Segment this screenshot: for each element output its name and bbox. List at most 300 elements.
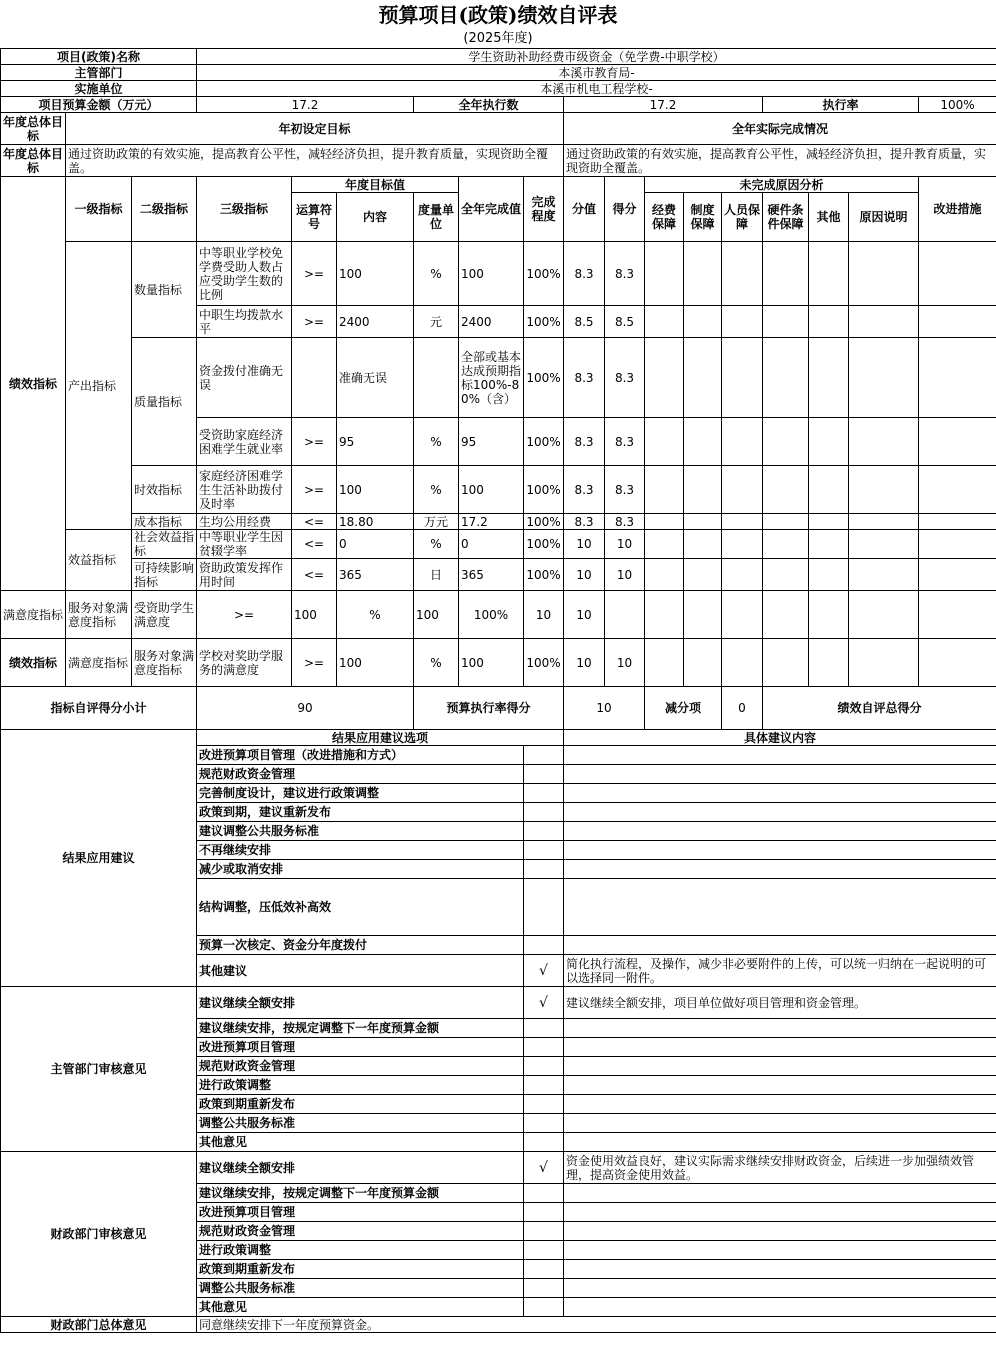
unit-cell: % <box>414 466 459 514</box>
blank-cell <box>849 514 919 530</box>
table-row <box>1 1317 996 1333</box>
score-val-cell: 10 <box>524 591 564 639</box>
blank-cell <box>722 418 763 466</box>
option-detail <box>564 860 996 879</box>
option-check <box>524 1184 564 1203</box>
blank-cell <box>763 306 809 338</box>
option-check: √ <box>524 1152 564 1184</box>
level1-cell: 产出指标 <box>66 242 132 530</box>
done-cell: 100 <box>459 242 524 306</box>
budget-value: 17.2 <box>197 97 414 113</box>
option-detail <box>564 1184 996 1203</box>
blank-cell <box>849 466 919 514</box>
actual-goal-text: 通过资助政策的有效实施，提高教育公平性，减轻经济负担，提升教育质量，实现资助全覆盖。 <box>564 145 996 177</box>
done-cell: 100 <box>414 591 459 639</box>
option-detail <box>564 1038 996 1057</box>
level1-cell: 效益指标 <box>66 530 132 591</box>
option-label: 调整公共服务标准 <box>197 1114 524 1133</box>
option-label: 改进预算项目管理 <box>197 1038 524 1057</box>
op-cell: >= <box>292 639 337 687</box>
option-check <box>524 1076 564 1095</box>
annual-exec-value: 17.2 <box>564 97 763 113</box>
option-label: 不再继续安排 <box>197 841 524 860</box>
blank-cell <box>809 306 849 338</box>
option-detail <box>564 1019 996 1038</box>
fin-overall-text: 同意继续安排下一年度预算资金。 <box>197 1317 996 1333</box>
option-check <box>524 803 564 822</box>
blank-cell <box>763 242 809 306</box>
unit-cell: % <box>414 418 459 466</box>
got-cell: 8.3 <box>605 418 645 466</box>
blank-cell <box>722 639 763 687</box>
option-label: 建议继续全额安排 <box>197 987 524 1019</box>
level3-cell: 中等职业学生因贫辍学率 <box>197 530 292 559</box>
blank-cell <box>919 242 996 306</box>
level2-cell: 数量指标 <box>132 242 197 338</box>
option-check: √ <box>524 987 564 1019</box>
content-cell: 100 <box>292 591 337 639</box>
blank-cell <box>849 418 919 466</box>
score-val-cell: 10 <box>564 559 605 591</box>
level3-cell: 中等职业学校免学费受助人数占应受助学生数的比例 <box>197 242 292 306</box>
table-row <box>1 591 996 639</box>
option-detail: 建议继续全额安排，项目单位做好项目管理和资金管理。 <box>564 987 996 1019</box>
option-label: 建议调整公共服务标准 <box>197 822 524 841</box>
unit-cell: % <box>337 591 414 639</box>
done-cell: 2400 <box>459 306 524 338</box>
cause-other-header: 其他 <box>809 193 849 242</box>
blank-cell <box>684 559 722 591</box>
blank-cell <box>809 639 849 687</box>
total-label: 绩效自评总得分 <box>763 687 996 730</box>
table-row <box>1 514 996 530</box>
level3-cell: 生均公用经费 <box>197 514 292 530</box>
option-detail <box>564 1114 996 1133</box>
option-label: 进行政策调整 <box>197 1241 524 1260</box>
level3-cell: 受资助家庭经济困难学生就业率 <box>197 418 292 466</box>
deduct-label: 减分项 <box>645 687 722 730</box>
unit-cell: 万元 <box>414 514 459 530</box>
fin-overall-label: 财政部门总体意见 <box>1 1317 197 1333</box>
done-cell: 95 <box>459 418 524 466</box>
got-cell: 8.3 <box>605 242 645 306</box>
blank-cell <box>809 514 849 530</box>
blank-cell <box>605 591 645 639</box>
degree-cell: 100% <box>524 639 564 687</box>
score-val-cell: 8.3 <box>564 338 605 418</box>
option-check <box>524 1038 564 1057</box>
blank-cell <box>809 591 849 639</box>
blank-cell <box>763 514 809 530</box>
got-cell: 10 <box>605 530 645 559</box>
level3-cell: 学校对奖助学服务的满意度 <box>197 639 292 687</box>
option-detail <box>564 841 996 860</box>
blank-cell <box>645 514 684 530</box>
option-label: 预算一次核定、资金分年度拨付 <box>197 936 524 955</box>
got-cell: 10 <box>605 559 645 591</box>
option-label: 政策到期重新发布 <box>197 1095 524 1114</box>
op-cell: >= <box>292 242 337 306</box>
option-check <box>524 1019 564 1038</box>
annual-exec-label: 全年执行数 <box>414 97 564 113</box>
table-row <box>1 466 996 514</box>
perf-label: 绩效指标 <box>1 177 66 591</box>
option-label: 完善制度设计，建议进行政策调整 <box>197 784 524 803</box>
level2-cell: 服务对象满意度指标 <box>132 639 197 687</box>
score-val-cell: 8.3 <box>564 242 605 306</box>
level3-cell: 受资助学生满意度 <box>132 591 197 639</box>
degree-cell: 100% <box>524 466 564 514</box>
got-cell: 8.5 <box>605 306 645 338</box>
dept-review-label: 主管部门审核意见 <box>1 987 197 1152</box>
degree-cell: 100% <box>524 306 564 338</box>
fin-review-label: 财政部门审核意见 <box>1 1152 197 1317</box>
cause-explain-header: 原因说明 <box>849 193 919 242</box>
got-cell: 10 <box>605 639 645 687</box>
cause-staff-header: 人员保障 <box>722 193 763 242</box>
blank-cell <box>684 338 722 418</box>
option-label: 建议继续安排，按规定调整下一年度预算金额 <box>197 1019 524 1038</box>
blank-cell <box>849 591 919 639</box>
score-val-cell: 8.3 <box>564 514 605 530</box>
blank-cell <box>919 338 996 418</box>
blank-cell <box>809 466 849 514</box>
perf2-label: 绩效指标 <box>1 639 66 687</box>
blank-cell <box>919 530 996 559</box>
option-check <box>524 1222 564 1241</box>
blank-cell <box>645 639 684 687</box>
blank-cell <box>919 418 996 466</box>
blank-cell <box>763 591 809 639</box>
option-label: 其他意见 <box>197 1298 524 1317</box>
done-val-header: 全年完成值 <box>459 177 524 242</box>
degree-cell: 100% <box>524 242 564 306</box>
option-detail <box>564 803 996 822</box>
unit-cell <box>414 338 459 418</box>
unit-header: 度量单位 <box>414 193 459 242</box>
page-title: 预算项目(政策)绩效自评表 <box>378 3 618 27</box>
table-row <box>1 987 996 1019</box>
option-label: 规范财政资金管理 <box>197 1057 524 1076</box>
op-cell: <= <box>292 530 337 559</box>
blank-cell <box>919 639 996 687</box>
blank-cell <box>645 418 684 466</box>
cause-hw-header: 硬件条件保障 <box>763 193 809 242</box>
done-cell: 全部或基本达成预期指标100%-80%（含） <box>459 338 524 418</box>
blank-cell <box>849 559 919 591</box>
option-detail <box>564 936 996 955</box>
done-cell: 100 <box>459 639 524 687</box>
result-app-label: 结果应用建议 <box>1 730 197 987</box>
blank-cell <box>919 466 996 514</box>
degree-cell: 100% <box>524 418 564 466</box>
lvl1-header: 一级指标 <box>66 177 132 242</box>
option-check <box>524 841 564 860</box>
level1-cell: 满意度指标 <box>1 591 66 639</box>
content-cell: 100 <box>337 242 414 306</box>
done-cell: 365 <box>459 559 524 591</box>
blank-cell <box>684 418 722 466</box>
blank-cell <box>763 559 809 591</box>
dept-value: 本溪市教育局- <box>197 65 996 81</box>
budget-score-label: 预算执行率得分 <box>414 687 564 730</box>
done-cell: 0 <box>459 530 524 559</box>
content-cell: 100 <box>337 466 414 514</box>
option-detail <box>564 1133 996 1152</box>
option-detail <box>564 746 996 765</box>
blank-cell <box>722 591 763 639</box>
got-cell: 8.3 <box>605 466 645 514</box>
exec-rate-value: 100% <box>919 97 996 113</box>
unit-cell: 元 <box>414 306 459 338</box>
option-label: 建议继续安排，按规定调整下一年度预算金额 <box>197 1184 524 1203</box>
got-cell: 8.3 <box>605 338 645 418</box>
content-header: 内容 <box>337 193 414 242</box>
blank-cell <box>763 418 809 466</box>
blank-cell <box>722 338 763 418</box>
option-label: 政策到期，建议重新发布 <box>197 803 524 822</box>
option-label: 减少或取消安排 <box>197 860 524 879</box>
option-label: 其他意见 <box>197 1133 524 1152</box>
option-detail: 简化执行流程，及操作，减少非必要附件的上传，可以统一归纳在一起说明的可以选择同一附件。 <box>564 955 996 987</box>
done-cell: 100 <box>459 466 524 514</box>
option-detail <box>564 1222 996 1241</box>
initial-goal-text: 通过资助政策的有效实施，提高教育公平性，减轻经济负担，提升教育质量，实现资助全覆盖。 <box>66 145 564 177</box>
level3-cell: 家庭经济困难学生生活补助拨付及时率 <box>197 466 292 514</box>
target-header: 年度目标值 <box>292 177 459 193</box>
cause-fund-header: 经费保障 <box>645 193 684 242</box>
option-detail <box>564 765 996 784</box>
goal-row-label: 年度总体目标 <box>1 145 66 177</box>
op-cell: >= <box>292 418 337 466</box>
content-cell: 准确无误 <box>337 338 414 418</box>
unit-cell: % <box>414 639 459 687</box>
option-check <box>524 1057 564 1076</box>
subtotal-value: 90 <box>197 687 414 730</box>
option-check <box>524 765 564 784</box>
deduct-value: 0 <box>722 687 763 730</box>
budget-label: 项目预算金额（万元） <box>1 97 197 113</box>
level2-cell: 成本指标 <box>132 514 197 530</box>
option-detail <box>564 1260 996 1279</box>
lvl2-header: 二级指标 <box>132 177 197 242</box>
got-header: 得分 <box>605 177 645 242</box>
option-label: 建议继续全额安排 <box>197 1152 524 1184</box>
option-label: 政策到期重新发布 <box>197 1260 524 1279</box>
blank-cell <box>809 338 849 418</box>
blank-cell <box>809 559 849 591</box>
option-check <box>524 784 564 803</box>
level3-cell: 资金拨付准确无误 <box>197 338 292 418</box>
level2-cell: 时效指标 <box>132 466 197 514</box>
degree-cell: 100% <box>524 338 564 418</box>
blank-cell <box>722 559 763 591</box>
table-row <box>1 559 996 591</box>
score-val-cell: 10 <box>564 639 605 687</box>
option-detail <box>564 1076 996 1095</box>
option-label: 规范财政资金管理 <box>197 1222 524 1241</box>
blank-cell <box>645 242 684 306</box>
level3-cell: 资助政策发挥作用时间 <box>197 559 292 591</box>
goal-header-label: 年度总体目标 <box>1 113 66 145</box>
score-val-cell: 10 <box>564 530 605 559</box>
blank-cell <box>722 306 763 338</box>
content-cell: 100 <box>337 639 414 687</box>
degree-header: 完成程度 <box>524 177 564 242</box>
level2-cell: 服务对象满意度指标 <box>66 591 132 639</box>
blank-cell <box>684 639 722 687</box>
blank-cell <box>919 514 996 530</box>
content-cell: 365 <box>337 559 414 591</box>
option-detail <box>564 879 996 936</box>
blank-cell <box>684 242 722 306</box>
table-row <box>1 530 996 559</box>
option-label: 进行政策调整 <box>197 1076 524 1095</box>
option-detail <box>564 1095 996 1114</box>
option-check <box>524 879 564 936</box>
exec-rate-label: 执行率 <box>763 97 919 113</box>
option-check: √ <box>524 955 564 987</box>
op-cell: >= <box>197 591 292 639</box>
blank-cell <box>684 306 722 338</box>
blank-cell <box>849 639 919 687</box>
op-cell: >= <box>292 466 337 514</box>
option-detail <box>564 784 996 803</box>
table-row <box>1 242 996 306</box>
blank-cell <box>809 530 849 559</box>
option-label: 改进预算项目管理（改进措施和方式） <box>197 746 524 765</box>
blank-cell <box>722 514 763 530</box>
option-check <box>524 1241 564 1260</box>
blank-cell <box>684 530 722 559</box>
option-label: 结构调整，压低效补高效 <box>197 879 524 936</box>
option-check <box>524 1203 564 1222</box>
option-detail: 资金使用效益良好，建议实际需求继续安排财政资金，后续进一步加强绩效管理，提高资金使用效益。 <box>564 1152 996 1184</box>
detail-header: 具体建议内容 <box>564 730 996 746</box>
blank-cell <box>919 559 996 591</box>
blank-cell <box>684 466 722 514</box>
level2-cell: 质量指标 <box>132 338 197 466</box>
option-check <box>524 1095 564 1114</box>
blank-cell <box>849 530 919 559</box>
score-val-cell: 8.5 <box>564 306 605 338</box>
option-check <box>524 860 564 879</box>
blank-cell <box>763 639 809 687</box>
content-cell: 2400 <box>337 306 414 338</box>
option-label: 其他建议 <box>197 955 524 987</box>
actual-header: 全年实际完成情况 <box>564 113 996 145</box>
score-val-cell: 8.3 <box>564 418 605 466</box>
got-cell: 8.3 <box>605 514 645 530</box>
blank-cell <box>722 242 763 306</box>
op-cell: <= <box>292 559 337 591</box>
op-cell: >= <box>292 306 337 338</box>
level3-cell: 中职生均拨款水平 <box>197 306 292 338</box>
blank-cell <box>849 306 919 338</box>
option-detail <box>564 1298 996 1317</box>
level2-cell: 可持续影响指标 <box>132 559 197 591</box>
blank-cell <box>684 514 722 530</box>
dept-label: 主管部门 <box>1 65 197 81</box>
blank-cell <box>763 338 809 418</box>
result-option-header: 结果应用建议选项 <box>197 730 564 746</box>
unit-cell: % <box>414 242 459 306</box>
blank-cell <box>645 466 684 514</box>
blank-cell <box>763 466 809 514</box>
degree-cell: 100% <box>459 591 524 639</box>
option-label: 改进预算项目管理 <box>197 1203 524 1222</box>
unit-value: 本溪市机电工程学校- <box>197 81 996 97</box>
score-val-header: 分值 <box>564 177 605 242</box>
level2-cell: 社会效益指标 <box>132 530 197 559</box>
option-check <box>524 1298 564 1317</box>
blank-cell <box>684 591 722 639</box>
option-detail <box>564 1203 996 1222</box>
done-cell: 17.2 <box>459 514 524 530</box>
blank-cell <box>849 242 919 306</box>
blank-cell <box>763 530 809 559</box>
level1-cell: 满意度指标 <box>66 639 132 687</box>
option-check <box>524 1114 564 1133</box>
blank-cell <box>645 559 684 591</box>
evaluation-table <box>0 48 996 1333</box>
blank-cell <box>722 530 763 559</box>
score-val-cell: 8.3 <box>564 466 605 514</box>
op-cell <box>292 338 337 418</box>
degree-cell: 100% <box>524 559 564 591</box>
option-label: 规范财政资金管理 <box>197 765 524 784</box>
blank-cell <box>849 338 919 418</box>
option-check <box>524 1133 564 1152</box>
degree-cell: 100% <box>524 530 564 559</box>
option-detail <box>564 822 996 841</box>
op-cell: <= <box>292 514 337 530</box>
content-cell: 0 <box>337 530 414 559</box>
option-check <box>524 1279 564 1298</box>
blank-cell <box>645 530 684 559</box>
table-row <box>1 338 996 418</box>
subtotal-label: 指标自评得分小计 <box>1 687 197 730</box>
initial-goal-header: 年初设定目标 <box>66 113 564 145</box>
page-subtitle: (2025年度) <box>463 31 533 46</box>
option-check <box>524 746 564 765</box>
unfinished-header: 未完成原因分析 <box>645 177 919 193</box>
unit-cell: 日 <box>414 559 459 591</box>
option-detail <box>564 1057 996 1076</box>
cause-sys-header: 制度保障 <box>684 193 722 242</box>
blank-cell <box>722 466 763 514</box>
table-row <box>1 639 996 687</box>
budget-score-value: 10 <box>564 687 645 730</box>
blank-cell <box>919 306 996 338</box>
unit-label: 实施单位 <box>1 81 197 97</box>
table-row <box>1 687 996 730</box>
option-label: 调整公共服务标准 <box>197 1279 524 1298</box>
blank-cell <box>809 418 849 466</box>
option-check <box>524 936 564 955</box>
blank-cell <box>645 591 684 639</box>
content-cell: 95 <box>337 418 414 466</box>
option-detail <box>564 1241 996 1260</box>
content-cell: 18.80 <box>337 514 414 530</box>
lvl3-header: 三级指标 <box>197 177 292 242</box>
project-name-label: 项目(政策)名称 <box>1 49 197 65</box>
degree-cell: 100% <box>524 514 564 530</box>
blank-cell <box>645 306 684 338</box>
improve-header: 改进措施 <box>919 177 996 242</box>
option-detail <box>564 1279 996 1298</box>
blank-cell <box>645 338 684 418</box>
